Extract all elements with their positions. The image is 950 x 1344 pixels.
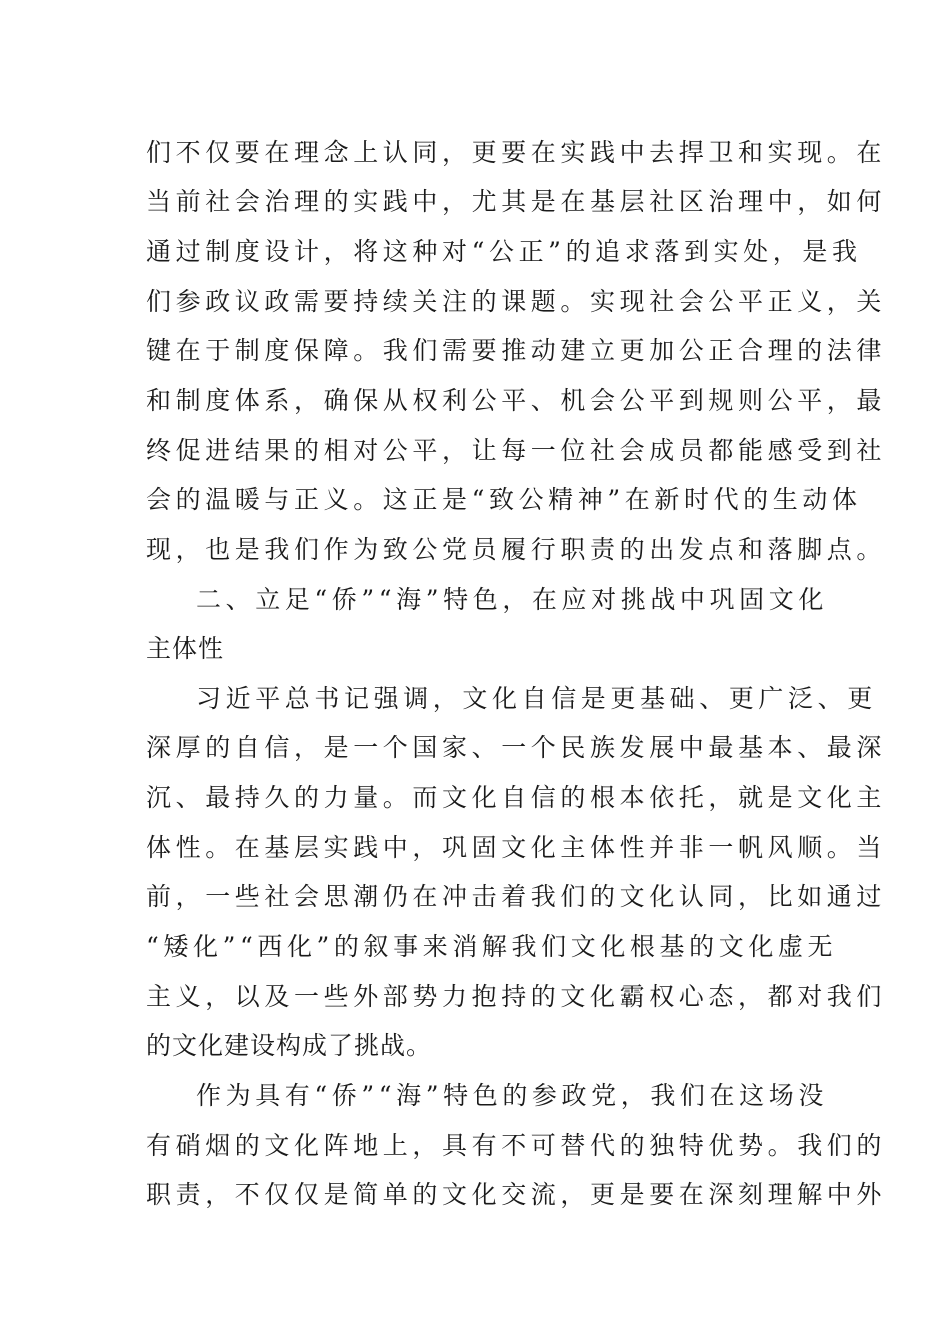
body-text-line: 的文化建设构成了挑战。 (146, 1031, 433, 1060)
body-text-line: 通过制度设计，将这种对“公正”的追求落到实处，是我 (146, 237, 862, 266)
body-text-line: 沉、最持久的力量。而文化自信的根本依托，就是文化主 (146, 783, 887, 812)
body-text-line: 有硝烟的文化阵地上，具有不可替代的独特优势。我们的 (146, 1131, 887, 1160)
body-text-line: 习近平总书记强调，文化自信是更基础、更广泛、更 (196, 684, 877, 713)
body-text-line: 们不仅要在理念上认同，更要在实践中去捍卫和实现。在 (146, 138, 887, 167)
body-text-line: 们参政议政需要持续关注的课题。实现社会公平正义，关 (146, 287, 887, 316)
body-text-line: 现，也是我们作为致公党员履行职责的出发点和落脚点。 (146, 535, 887, 564)
body-text-line: 深厚的自信，是一个国家、一个民族发展中最基本、最深 (146, 733, 887, 762)
body-text-line: 键在于制度保障。我们需要推动建立更加公正合理的法律 (146, 336, 887, 365)
section-heading-line: 二、立足“侨”“海”特色，在应对挑战中巩固文化 (196, 585, 828, 614)
body-text-line: 终促进结果的相对公平，让每一位社会成员都能感受到社 (146, 436, 887, 465)
body-text-line: 前，一些社会思潮仍在冲击着我们的文化认同，比如通过 (146, 882, 887, 911)
body-text-line: 主义，以及一些外部势力抱持的文化霸权心态，都对我们 (146, 982, 887, 1011)
body-text-line: 会的温暖与正义。这正是“致公精神”在新时代的生动体 (146, 485, 862, 514)
body-text-line: 职责，不仅仅是简单的文化交流，更是要在深刻理解中外 (146, 1180, 887, 1209)
body-text-line: 作为具有“侨”“海”特色的参政党，我们在这场没 (196, 1081, 828, 1110)
section-heading-line: 主体性 (146, 634, 225, 663)
body-text-line: 当前社会治理的实践中，尤其是在基层社区治理中，如何 (146, 187, 887, 216)
body-text-line: 和制度体系，确保从权利公平、机会公平到规则公平，最 (146, 386, 887, 415)
body-text-line: “矮化”“西化”的叙事来消解我们文化根基的文化虚无 (146, 932, 838, 961)
body-text-line: 体性。在基层实践中，巩固文化主体性并非一帆风顺。当 (146, 833, 887, 862)
